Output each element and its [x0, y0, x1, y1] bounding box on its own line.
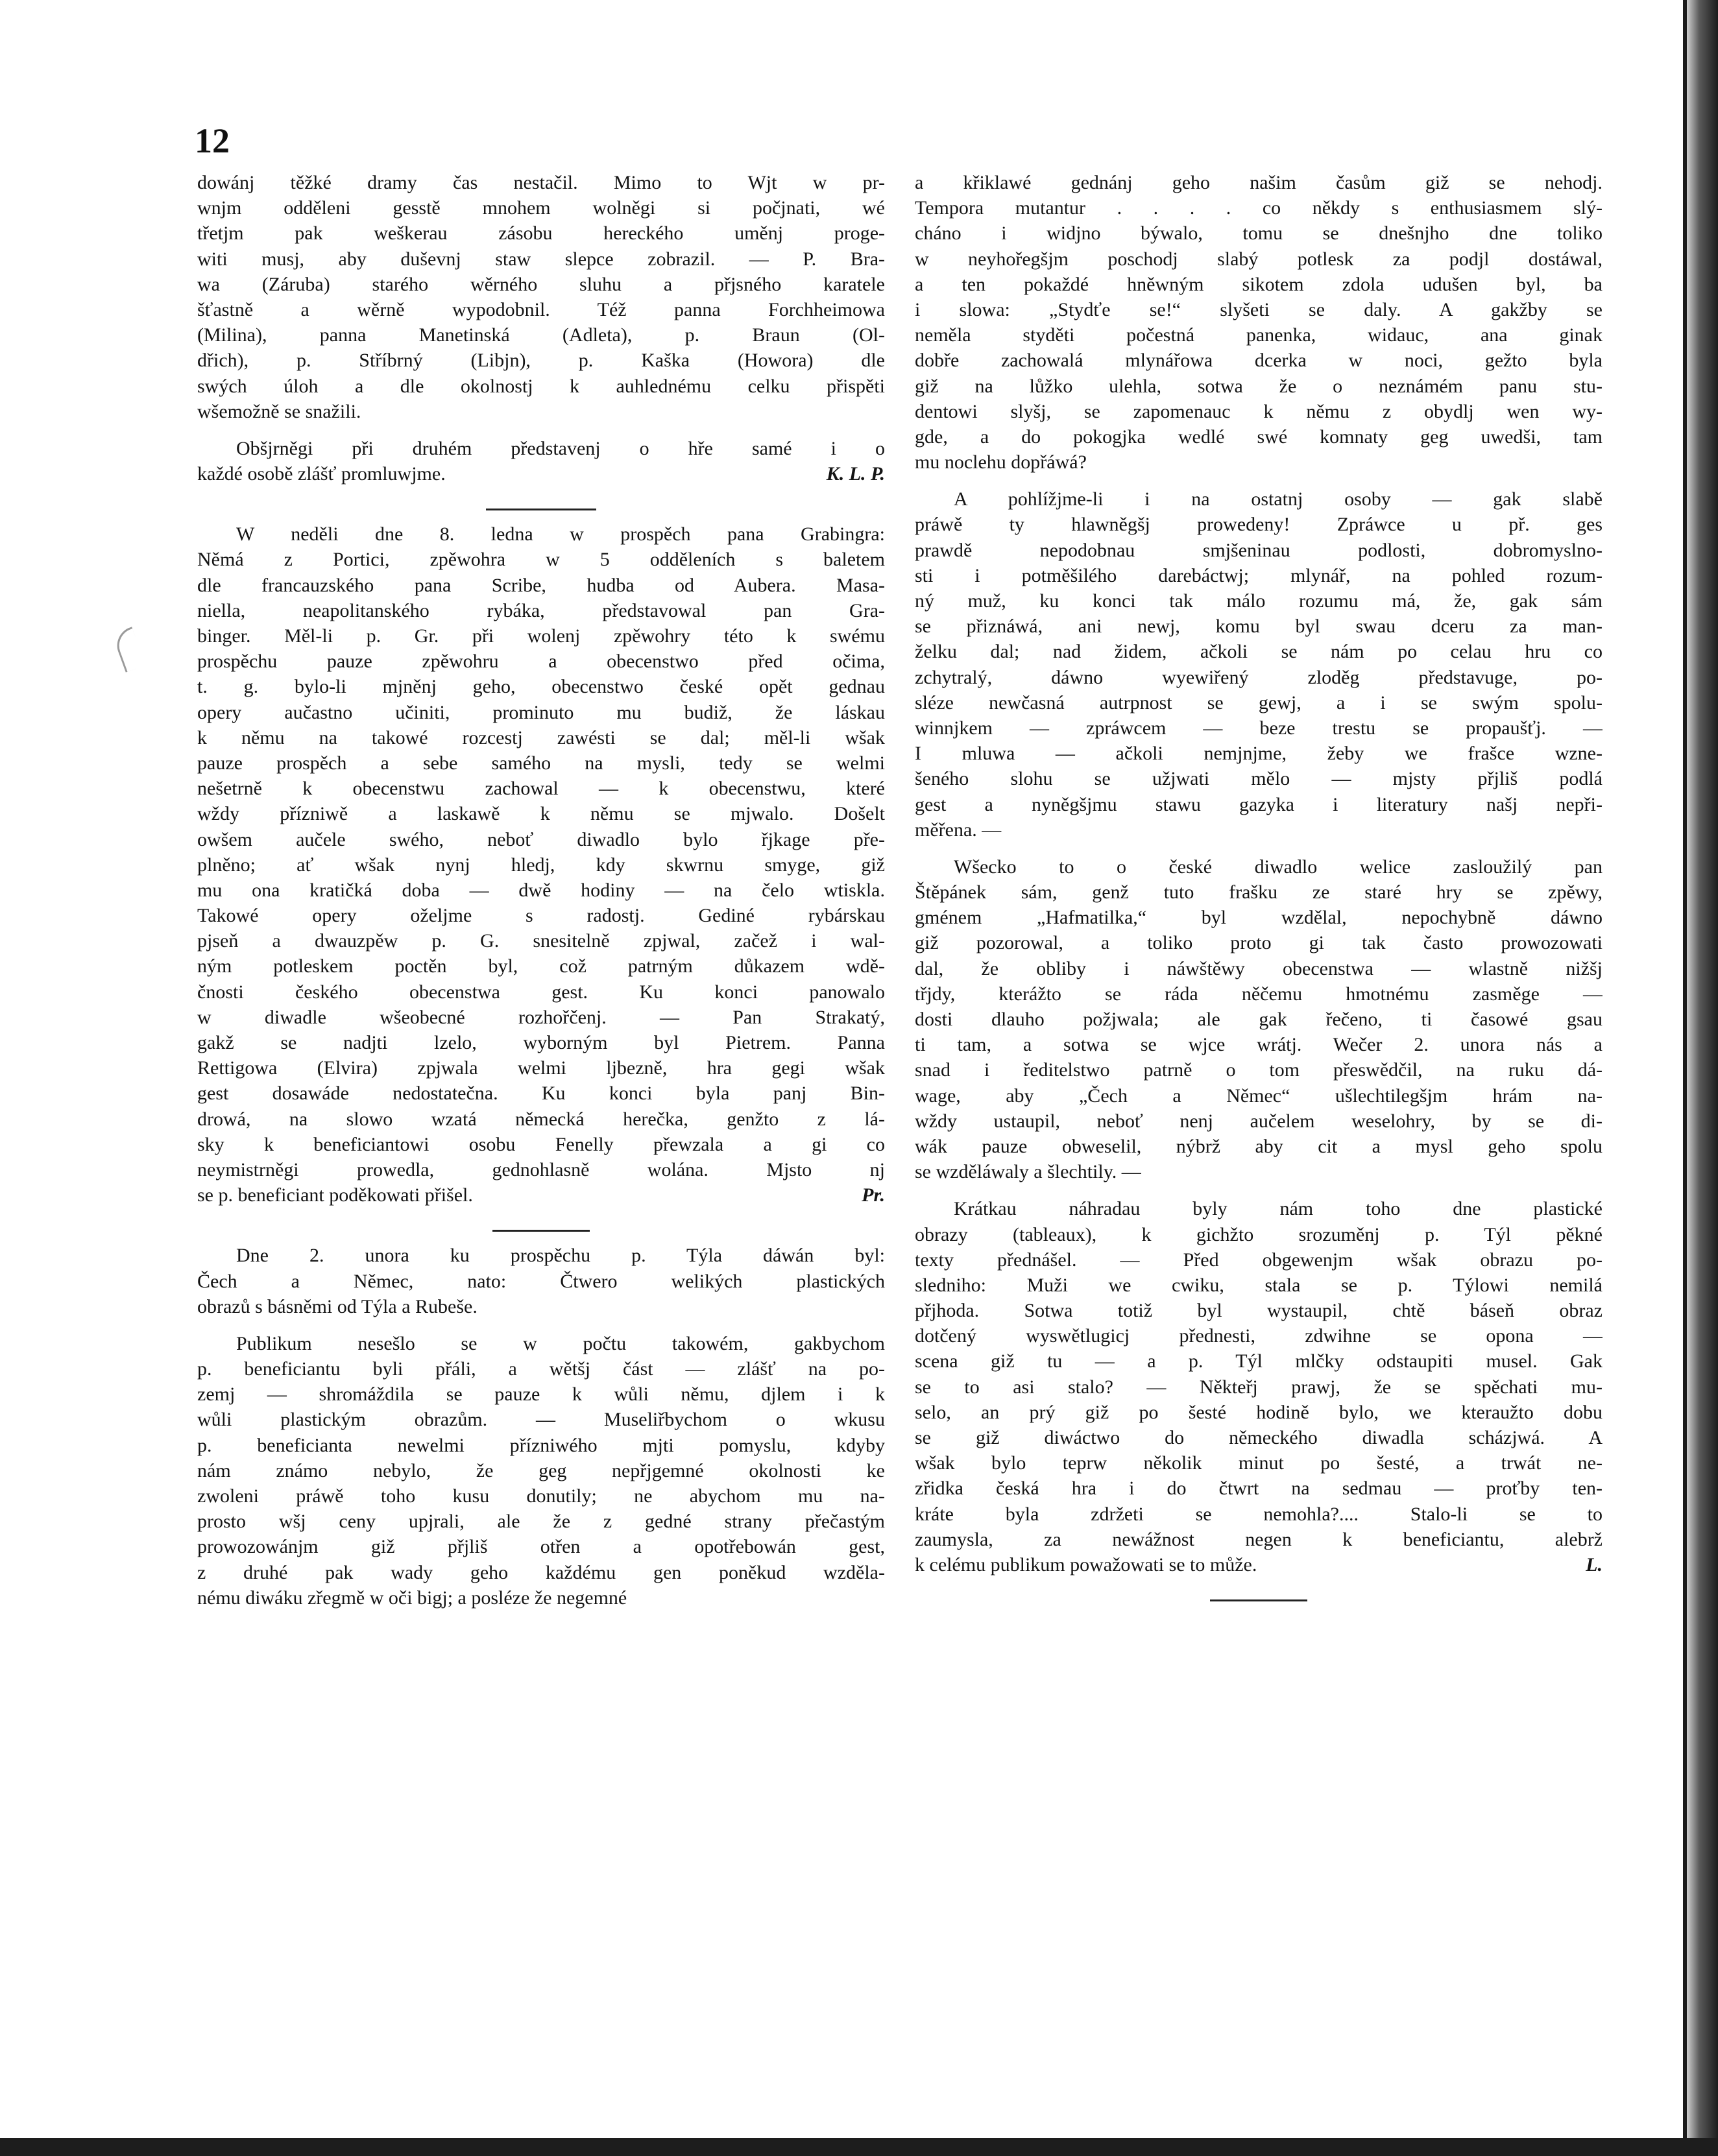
- article-paragraph: [197, 1243, 885, 1319]
- pencil-mark: [112, 627, 146, 672]
- text-line: W neděli dne 8. ledna w prospěch pana Grabingra:: [236, 523, 885, 545]
- page-number: 12: [195, 121, 230, 160]
- text-line: gest a nyněgšjmu stawu gazyka i literatury našj nepři-: [915, 793, 1603, 815]
- text-line: wšak bylo teprw několik minut po šesté, a trwát ne-: [915, 1452, 1603, 1474]
- divider-line: [492, 1230, 590, 1232]
- text-line: dal, že obliby i náwštěwy obecenstwa — wlastně nižšj: [915, 957, 1603, 979]
- paragraph-gap: [197, 424, 885, 436]
- article-paragraph: [197, 1331, 885, 1611]
- text-line: wage, aby „Čech a Němec“ ušlechtilegšjm hrám na-: [915, 1084, 1603, 1107]
- text-line: se giž diwáctwo do německého diwadla scházjwá. A: [915, 1427, 1603, 1448]
- section-divider: [197, 498, 885, 521]
- text-line: zřidka česká hra i do čtwrt na sedmau — proťby ten-: [915, 1478, 1603, 1500]
- text-line: t. g. bylo-li mjněnj geho, obecenstwo české opět gednau: [197, 676, 885, 698]
- text-line: třetjm pak weškerau zásobu hereckého uměnj proge-: [197, 222, 885, 245]
- text-line: swých úloh a dle okolnostj k auhlednému celku přispěti: [197, 375, 885, 397]
- text-line: prospěchu pauze zpěwohru a obecenstwo před očima,: [197, 651, 885, 673]
- text-line: čnosti českého obecenstwa gest. Ku konci panowalo: [197, 981, 885, 1003]
- section-divider: [915, 1589, 1603, 1612]
- text-line: giž pozorowal, a toliko proto gi tak často prowozowati: [915, 932, 1603, 954]
- text-line: sti i potměšilého darebáctwj; mlynář, na pohled rozum-: [915, 564, 1603, 586]
- paragraph-gap: [915, 843, 1603, 854]
- text-line: K. L. P. každé osobě zlášť promluwjme.: [197, 461, 885, 486]
- divider-line: [486, 509, 596, 510]
- text-line: Čech a Němec, nato: Čtwero welikých plastických: [197, 1270, 885, 1292]
- scan-bottom-strip: [0, 2138, 1718, 2156]
- text-line: neměla styděti počestná panenka, widauc, ana ginak: [915, 324, 1603, 346]
- text-line: želku dal; nad židem, ačkoli se nám po celau hru co: [915, 641, 1603, 663]
- paragraph-gap: [915, 475, 1603, 486]
- text-line: selo, an prý giž po šesté hodině bylo, we kteraužto dobu: [915, 1401, 1603, 1423]
- text-line: wždy přízniwě a laskawě k němu se mjwalo. Došelt: [197, 803, 885, 825]
- text-line: nám známo nebylo, že geg nepřjgemné okolnosti ke: [197, 1459, 885, 1481]
- text-line: Pr. se p. beneficiant poděkowati přišel.: [197, 1182, 885, 1208]
- text-line: prawdě nepodobnau smjšeninau podlosti, dobromyslno-: [915, 539, 1603, 561]
- text-line: gest dosawáde nedostatečna. Ku konci byla panj Bin-: [197, 1083, 885, 1105]
- text-line: prosto wšj ceny upjrali, ale že z gedné strany přečastým: [197, 1511, 885, 1533]
- text-line: wák pauze obweselil, nýbrž aby cit a mysl geho spolu: [915, 1135, 1603, 1157]
- text-line: neymistrněgi prowedla, gednohlasně wolána. Mjsto nj: [197, 1158, 885, 1180]
- text-line: dentowi slyšj, se zapomenauc k němu z obydlj wen wy-: [915, 400, 1603, 422]
- text-line: texty přednášel. — Před obgewenjm wšak obrazu po-: [915, 1249, 1603, 1271]
- text-line: owšem aučele swého, neboť diwadlo bylo řjkage pře-: [197, 828, 885, 850]
- text-line: I mluwa — ačkoli nemjnjme, žeby we frašce wzne-: [915, 743, 1603, 765]
- text-line: se to asi stalo? — Někteřj prawj, že se spěchati mu-: [915, 1376, 1603, 1398]
- article-paragraph: [915, 170, 1603, 475]
- text-line: třjdy, kterážto se ráda něčemu hmotnému zasměge —: [915, 983, 1603, 1005]
- text-line: A pohlížjme-li i na ostatnj osoby — gak slabě: [954, 488, 1603, 510]
- text-line: binger. Měl-li p. Gr. při wolenj zpěwohry této k swému: [197, 625, 885, 647]
- text-line: Němá z Portici, zpěwohra w 5 odděleních s baletem: [197, 549, 885, 571]
- text-line: giž na lůžko ulehla, sotwa že o neznámém panu stu-: [915, 375, 1603, 397]
- text-line: ným potleskem poctěn byl, což patrným důkazem wdě-: [197, 955, 885, 977]
- text-line: nému diwáku zřegmě w oči bigj; a posléze že negemné: [197, 1587, 627, 1609]
- text-line: witi musj, aby duševnj staw slepce zobrazil. — P. Bra-: [197, 248, 885, 270]
- text-line: opery aučastno učiniti, prominuto mu budiž, že láskau: [197, 701, 885, 723]
- author-signature: Pr.: [862, 1184, 885, 1206]
- text-line: Publikum nesešlo se w počtu takowém, gakbychom: [236, 1332, 885, 1354]
- text-line: sléze newčasná autrpnost se gewj, a i se swým spolu-: [915, 691, 1603, 713]
- text-line: drowá, na slowo wzatá německá herečka, genžto z lá-: [197, 1108, 885, 1130]
- text-line: plněno; ať wšak nynj hledj, kdy skwrnu smyge, giž: [197, 854, 885, 876]
- article-paragraph: [915, 854, 1603, 1184]
- article-paragraph: [915, 486, 1603, 843]
- text-line: winnjkem — zpráwcem — beze trestu se propaušťj. —: [915, 717, 1603, 739]
- text-line: scena giž tu — a p. Týl mlčky odstaupiti musel. Gak: [915, 1350, 1603, 1372]
- page-edge-shadow: [1687, 0, 1718, 2156]
- text-line: Krátkau náhradau byly nám toho dne plastické: [954, 1198, 1603, 1220]
- text-line: Štěpánek sám, genž tuto frašku ze staré hry se zpěwy,: [915, 881, 1603, 904]
- text-line: dotčený wyswětlugicj přednesti, zdwihne se opona —: [915, 1325, 1603, 1347]
- text-line: mu ona kratičká doba — dwě hodiny — na čelo wtiskla.: [197, 879, 885, 901]
- right-column: [915, 170, 1603, 1612]
- left-column: [197, 170, 885, 1622]
- text-line: ný muž, ku konci tak málo rozumu má, že, gak sám: [915, 590, 1603, 612]
- text-line: wa (Záruba) starého wěrného sluhu a přjsného karatele: [197, 273, 885, 295]
- paragraph-gap: [915, 1577, 1603, 1589]
- paragraph-gap: [197, 1611, 885, 1622]
- text-line: Rettigowa (Elvira) zpjwala welmi ljbezně, hra gegi wšak: [197, 1057, 885, 1079]
- text-line: zaumysla, za newážnost negen k beneficiantu, alebrž: [915, 1528, 1603, 1550]
- text-line: dřich), p. Stříbrný (Libjn), p. Kaška (Howora) dle: [197, 350, 885, 372]
- author-signature: L.: [1586, 1553, 1603, 1575]
- text-line: (Milina), panna Manetinská (Adleta), p. Braun (Ol-: [197, 324, 885, 346]
- text-line: gde, a do pokogjka wedlé swé komnaty geg uwedši, tam: [915, 425, 1603, 448]
- text-line: wůli plastickým obrazům. — Museliřbychom o wkusu: [197, 1409, 885, 1431]
- divider-line: [1210, 1599, 1307, 1601]
- text-line: pauze prospěch a sebe samého na mysli, tedy se welmi: [197, 752, 885, 774]
- text-line: měřena. —: [915, 819, 1002, 841]
- text-line: šťastně a wěrně wypodobnil. Též panna Forchheimowa: [197, 298, 885, 320]
- text-line: niella, neapolitanského rybáka, představowal pan Gra-: [197, 599, 885, 621]
- text-line: šeného slohu se užjwati mělo — mjsty přjliš podlá: [915, 768, 1603, 790]
- text-line: wždy ustaupil, neboť nenj aučelem weselohry, by se di-: [915, 1110, 1603, 1132]
- text-line: wšemožně se snažili.: [197, 400, 361, 422]
- text-line: ti tam, a sotwa se wjce wrátj. Wečer 2. unora nás a: [915, 1034, 1603, 1056]
- paragraph-gap: [915, 1184, 1603, 1196]
- text-line: z druhé pak wady geho každému gen poněkud wzděla-: [197, 1561, 885, 1583]
- text-line: w diwadle wšeobecné rozhořčenj. — Pan Strakatý,: [197, 1006, 885, 1028]
- text-line: sky k beneficiantowi osobu Fenelly přewzala a gi co: [197, 1133, 885, 1155]
- text-line: gakž se nadjti lzelo, wyborným byl Pietrem. Panna: [197, 1032, 885, 1053]
- text-line: zemj — shromáždila se pauze k wůli němu, djlem i k: [197, 1383, 885, 1406]
- paragraph-gap: [197, 1319, 885, 1331]
- text-line: gménem „Hafmatilka,“ byl wzdělal, nepochybně dáwno: [915, 907, 1603, 929]
- text-line: obrazů s básněmi od Týla a Rubeše.: [197, 1295, 478, 1317]
- text-line: pjseň a dwauzpěw p. G. snesitelně zpjwal, začež i wal-: [197, 930, 885, 952]
- article-paragraph: [197, 436, 885, 486]
- text-line: cháno i widjno býwalo, tomu se dnešnjho dne toliko: [915, 222, 1603, 245]
- text-line: L. k celému publikum powažowati se to může.: [915, 1552, 1603, 1577]
- article-paragraph: [197, 521, 885, 1208]
- text-line: Dne 2. unora ku prospěchu p. Týla dáwán byl:: [236, 1245, 885, 1267]
- text-line: sledniho: Muži we cwiku, stala se p. Týlowi nemilá: [915, 1274, 1603, 1296]
- text-line: zchytralý, dáwno wyewiřený zloděg představuge, po-: [915, 666, 1603, 688]
- text-line: w neyhořegšjm poschodj slabý potlesk za podjl dostáwal,: [915, 248, 1603, 270]
- article-paragraph: [915, 1196, 1603, 1577]
- text-line: Takowé opery oželjme s radostj. Gediné rybárskau: [197, 905, 885, 927]
- text-line: p. beneficiantu byli přáli, a wětšj část — zlášť na po-: [197, 1358, 885, 1380]
- text-line: a křiklawé gednánj geho našim časům giž se nehodj.: [915, 172, 1603, 193]
- text-line: Obšjrněgi při druhém představenj o hře samé i o: [236, 437, 885, 459]
- text-line: snad i ředitelstwo patrně o tom přeswědčil, na ruku dá-: [915, 1059, 1603, 1081]
- text-line: nešetrně k obecenstwu zachowal — k obecenstwu, které: [197, 778, 885, 800]
- text-line: dosti dlauho požjwala; ale gak řečeno, ti časowé gsau: [915, 1009, 1603, 1030]
- text-line: a ten pokaždé hněwným sikotem zdola udušen byl, ba: [915, 273, 1603, 295]
- paragraph-gap: [197, 486, 885, 498]
- text-line: Tempora mutantur . . . . co někdy s enthusiasmem slý-: [915, 197, 1603, 219]
- section-divider: [197, 1219, 885, 1243]
- text-line: práwě ty hlawněgšj prowedeny! Zpráwce u př. ges: [915, 514, 1603, 536]
- text-line: k němu na takowé rozcestj zawésti se dal; měl-li wšak: [197, 726, 885, 749]
- text-line: dle francauzského pana Scribe, hudba od Aubera. Masa-: [197, 574, 885, 596]
- paragraph-gap: [197, 1208, 885, 1219]
- text-line: p. beneficianta newelmi přízniwého mjti pomyslu, kdyby: [197, 1434, 885, 1456]
- text-line: dowánj těžké dramy čas nestačil. Mimo to Wjt w pr-: [197, 172, 885, 193]
- text-line: obrazy (tableaux), k gichžto srozuměnj p. Týl pěkné: [915, 1223, 1603, 1245]
- text-line: přjhoda. Sotwa totiž byl wystaupil, chtě báseň obraz: [915, 1300, 1603, 1322]
- text-line: zwoleni práwě toho kusu donutily; ne abychom mu na-: [197, 1485, 885, 1507]
- text-line: kráte byla zdržeti se nemohla?.... Stalo-li se to: [915, 1503, 1603, 1525]
- text-line: wnjm odděleni gesstě mnohem wolněgi si počjnati, wé: [197, 197, 885, 219]
- text-line: i slowa: „Stydťe se!“ slyšeti se daly. A gakžby se: [915, 298, 1603, 320]
- text-line: mu noclehu dopřáwá?: [915, 451, 1087, 473]
- text-line: prowozowánjm giž přjliš otřen a opotřebowán gest,: [197, 1536, 885, 1558]
- text-line: Wšecko to o české diwadlo welice zasloužilý pan: [954, 856, 1603, 878]
- text-line: se přiznáwá, ani newj, komu byl swau dceru za man-: [915, 616, 1603, 638]
- article-paragraph: [197, 170, 885, 424]
- text-line: dobře zachowalá mlynářowa dcerka w noci, gežto byla: [915, 350, 1603, 372]
- text-line: se wzděláwaly a šlechtily. —: [915, 1161, 1141, 1183]
- author-signature: K. L. P.: [826, 463, 885, 485]
